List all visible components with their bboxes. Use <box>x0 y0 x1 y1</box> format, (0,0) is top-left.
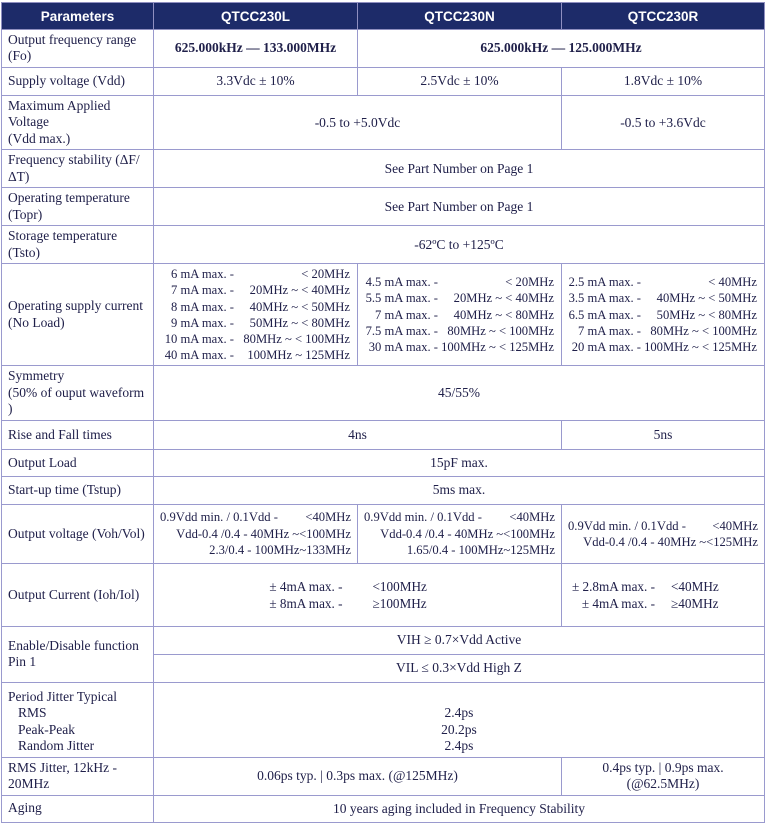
value-storage-temp: -62ºC to +125ºC <box>154 226 765 264</box>
param-freq-stability: Frequency stability (ΔF/ΔT) <box>2 150 154 188</box>
value-max-voltage-r: -0.5 to +3.6Vdc <box>562 95 765 149</box>
value-output-voltage-n: 0.9Vdd min. / 0.1Vdd - <40MHz Vdd-0.4 /0.4 - 40MHz ~<100MHz 1.65/0.4 - 100MHz~125MHz <box>358 504 562 563</box>
param-period-jitter-rms: RMS <box>18 705 47 721</box>
param-max-voltage-line2: (Vdd max.) <box>8 130 71 146</box>
param-rms-jitter: RMS Jitter, 12kHz - 20MHz <box>2 757 154 795</box>
param-period-jitter-random: Random Jitter <box>18 738 95 754</box>
spec-table <box>1 2 765 823</box>
value-max-voltage-ln: -0.5 to +5.0Vdc <box>154 95 562 149</box>
param-period-jitter-peak: Peak-Peak <box>18 721 75 737</box>
header-parameters: Parameters <box>2 3 154 30</box>
param-enable-disable: Enable/Disable function Pin 1 <box>2 626 154 682</box>
value-jitter-rms: 2.4ps <box>444 705 474 721</box>
row-output-current <box>2 563 765 626</box>
row-aging <box>2 795 765 822</box>
value-aging: 10 years aging included in Frequency Stability <box>154 795 765 822</box>
param-symmetry-line1: Symmetry <box>8 368 65 384</box>
param-output-voltage: Output voltage (Voh/Vol) <box>2 504 154 563</box>
param-period-jitter <box>2 682 154 757</box>
param-op-temp: Operating temperature (Topr) <box>2 188 154 226</box>
header-qtcc230r: QTCC230R <box>562 3 765 30</box>
value-output-voltage-l: 0.9Vdd min. / 0.1Vdd - <40MHz Vdd-0.4 /0.4 - 40MHz ~<100MHz 2.3/0.4 - 100MHz~133MHz <box>154 504 358 563</box>
row-rise-fall <box>2 420 765 449</box>
value-rms-jitter-r: 0.4ps typ. | 0.9ps max. (@62.5MHz) <box>562 757 765 795</box>
row-max-voltage <box>2 95 765 149</box>
param-output-current: Output Current (Ioh/Iol) <box>2 563 154 626</box>
header-qtcc230l: QTCC230L <box>154 3 358 30</box>
header-row <box>2 3 765 30</box>
param-storage-temp: Storage temperature (Tsto) <box>2 226 154 264</box>
row-storage-temp <box>2 226 765 264</box>
value-jitter-peak: 20.2ps <box>441 721 477 737</box>
param-rise-fall: Rise and Fall times <box>2 420 154 449</box>
param-output-load: Output Load <box>2 449 154 476</box>
param-symmetry <box>2 366 154 420</box>
value-freq-range-l: 625.000kHz — 133.000MHz <box>154 30 358 68</box>
param-symmetry-line2: (50% of ouput waveform ) <box>8 384 145 417</box>
param-output-frequency: Output frequency range (Fo) <box>2 30 154 68</box>
value-enable-vil: VIL ≤ 0.3×Vdd High Z <box>154 654 765 682</box>
row-enable-vih <box>2 626 765 654</box>
param-period-jitter-title: Period Jitter Typical <box>8 688 118 704</box>
row-output-load <box>2 449 765 476</box>
value-rise-fall-ln: 4ns <box>154 420 562 449</box>
header-qtcc230n: QTCC230N <box>358 3 562 30</box>
value-symmetry: 45/55% <box>154 366 765 420</box>
row-period-jitter <box>2 682 765 757</box>
row-op-current <box>2 264 765 366</box>
value-op-current-l: 6 mA max. - < 20MHz 7 mA max. - 20MHz ~ < 40MHz 8 mA max. - 40MHz ~ < 50MHz 9 mA max. - 50MHz ~ < 80MHz 10 mA max. - 80MHz ~ < 100MHz 40 mA max. - 100MHz ~ 125MHz <box>154 264 358 366</box>
param-max-voltage-line1: Maximum Applied Voltage <box>8 97 111 130</box>
value-rms-jitter-ln: 0.06ps typ. | 0.3ps max. (@125MHz) <box>154 757 562 795</box>
param-supply-voltage: Supply voltage (Vdd) <box>2 67 154 95</box>
row-startup-time <box>2 476 765 504</box>
period-jitter-spacer <box>158 689 760 706</box>
value-output-load: 15pF max. <box>154 449 765 476</box>
value-supply-n: 2.5Vdc ± 10% <box>358 67 562 95</box>
param-op-current-line1: Operating supply current <box>8 298 143 314</box>
value-op-current-r: 2.5 mA max. - < 40MHz 3.5 mA max. - 40MHz ~ < 50MHz 6.5 mA max. - 50MHz ~ < 80MHz 7 mA max. - 80MHz ~ < 100MHz 20 mA max. - 100MHz ~ < 125MHz <box>562 264 765 366</box>
value-op-current-n: 4.5 mA max. - < 20MHz 5.5 mA max. - 20MHz ~ < 40MHz 7 mA max. - 40MHz ~ < 80MHz 7.5 mA max. - 80MHz ~ < 100MHz 30 mA max. - 100MHz ~ < 125MHz <box>358 264 562 366</box>
row-output-frequency <box>2 30 765 68</box>
row-supply-voltage <box>2 67 765 95</box>
value-output-current-ln: ± 4mA max. - <100MHz ± 8mA max. - ≥100MHz <box>154 563 562 626</box>
param-startup-time: Start-up time (Tstup) <box>2 476 154 504</box>
param-op-current-line2: (No Load) <box>8 314 65 330</box>
value-enable-vih: VIH ≥ 0.7×Vdd Active <box>154 626 765 654</box>
param-aging: Aging <box>2 795 154 822</box>
value-op-temp: See Part Number on Page 1 <box>154 188 765 226</box>
value-rise-fall-r: 5ns <box>562 420 765 449</box>
value-supply-l: 3.3Vdc ± 10% <box>154 67 358 95</box>
row-freq-stability <box>2 150 765 188</box>
param-op-current <box>2 264 154 366</box>
value-output-current-r: ± 2.8mA max. - <40MHz ± 4mA max. - ≥40MHz <box>562 563 765 626</box>
value-freq-stability: See Part Number on Page 1 <box>154 150 765 188</box>
row-op-temp <box>2 188 765 226</box>
row-symmetry <box>2 366 765 420</box>
row-output-voltage <box>2 504 765 563</box>
value-period-jitter <box>154 682 765 757</box>
value-jitter-random: 2.4ps <box>444 738 474 754</box>
row-rms-jitter <box>2 757 765 795</box>
value-startup-time: 5ms max. <box>154 476 765 504</box>
value-supply-r: 1.8Vdc ± 10% <box>562 67 765 95</box>
value-freq-range-nr: 625.000kHz — 125.000MHz <box>358 30 765 68</box>
param-max-voltage <box>2 95 154 149</box>
value-output-voltage-r: 0.9Vdd min. / 0.1Vdd - <40MHz Vdd-0.4 /0.4 - 40MHz ~<125MHz <box>562 504 765 563</box>
